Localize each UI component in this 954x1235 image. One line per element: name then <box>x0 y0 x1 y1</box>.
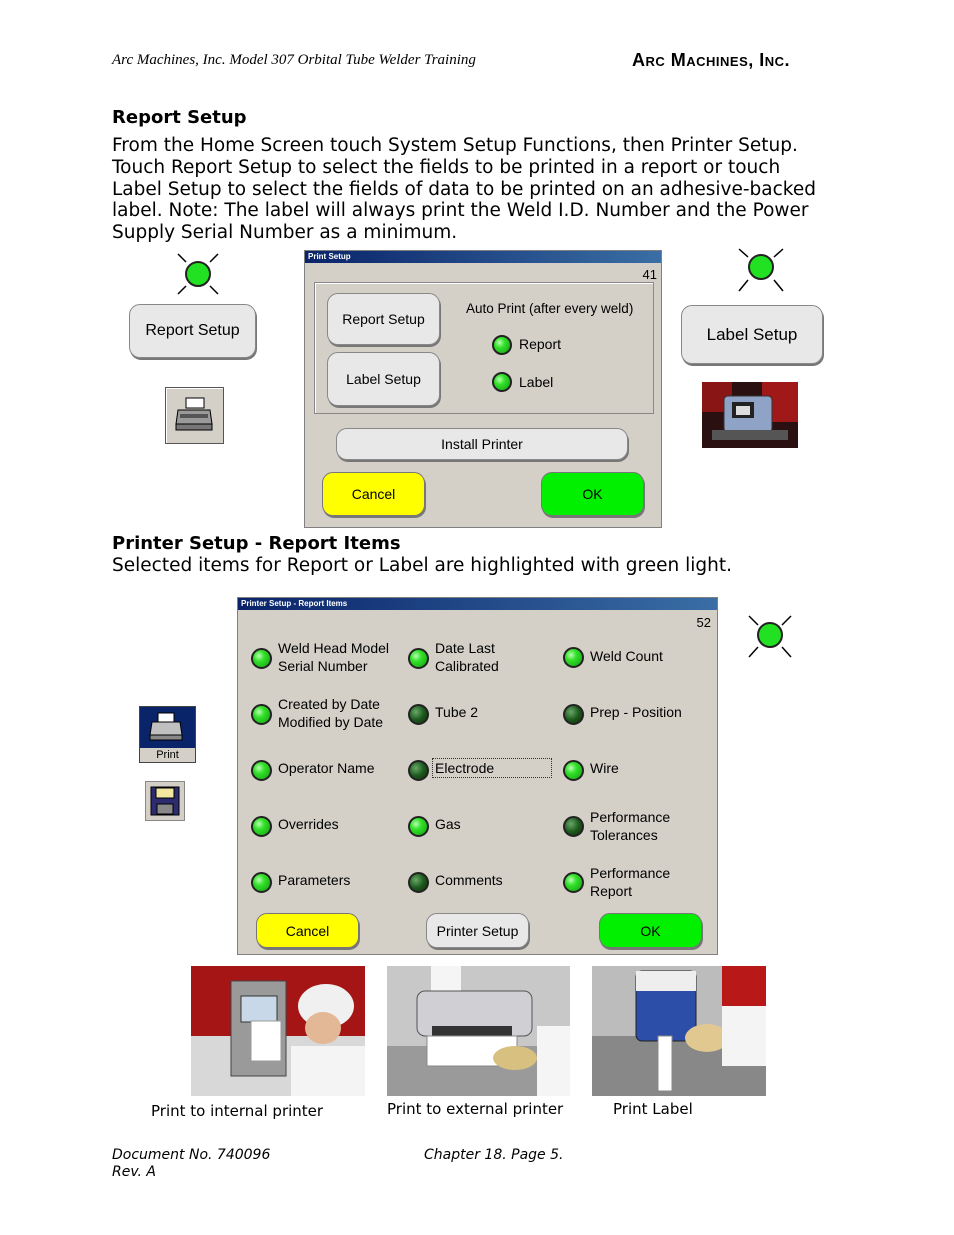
report-item-label-focused: Electrode <box>432 758 552 778</box>
footer-chapter: Chapter 18. Page 5. <box>424 1147 564 1163</box>
dialog-title: Print Setup <box>305 251 661 263</box>
print-setup-dialog <box>304 250 662 528</box>
label-option-label: Label <box>519 374 554 390</box>
item-light[interactable] <box>251 704 272 725</box>
item-light[interactable] <box>563 872 584 893</box>
indicator-light-icon <box>737 247 785 295</box>
report-item-label: Wire <box>590 760 619 776</box>
screen-number: 52 <box>696 615 711 630</box>
report-option-label: Report <box>519 336 562 352</box>
report-item-label: Performance Report <box>590 865 671 899</box>
item-light[interactable] <box>251 648 272 669</box>
doc-number: Document No. 740096 <box>112 1147 271 1163</box>
document-header-title: Arc Machines, Inc. Model 307 Orbital Tube Welder Training <box>112 52 476 68</box>
item-light[interactable] <box>563 760 584 781</box>
ok-button[interactable]: OK <box>599 913 702 948</box>
item-light[interactable] <box>408 704 429 725</box>
report-item-label: Performance Tolerances <box>590 809 671 843</box>
item-light[interactable] <box>563 647 584 668</box>
report-item-label: Weld Head Model Serial Number <box>278 640 390 674</box>
print-icon <box>140 707 195 747</box>
ok-button[interactable]: OK <box>541 472 644 516</box>
report-item-label: Operator Name <box>278 760 375 776</box>
cancel-button[interactable]: Cancel <box>256 913 359 948</box>
caption-external: Print to external printer <box>387 1100 564 1118</box>
item-light[interactable] <box>408 760 429 781</box>
screen-number: 41 <box>642 267 657 282</box>
printer-setup-button[interactable]: Printer Setup <box>426 913 529 948</box>
intro-paragraph <box>112 135 842 244</box>
report-item-label: Created by Date Modified by Date <box>278 696 384 730</box>
save-icon[interactable] <box>145 781 185 821</box>
item-light[interactable] <box>408 872 429 893</box>
report-item-label: Prep - Position <box>590 704 682 720</box>
auto-print-label: Auto Print (after every weld) <box>466 301 634 316</box>
internal-printer-photo <box>191 966 365 1096</box>
report-setup-button[interactable]: Report Setup <box>129 304 256 358</box>
label-toggle-light[interactable] <box>492 372 512 392</box>
label-setup-button[interactable]: Label Setup <box>681 305 823 364</box>
item-light[interactable] <box>563 704 584 725</box>
paragraph-line: From the Home Screen touch System Setup Functions, then Printer Setup. <box>112 135 798 156</box>
report-item-label: Parameters <box>278 872 351 888</box>
label-setup-dialog-button[interactable]: Label Setup <box>327 352 440 406</box>
report-item-label: Tube 2 <box>435 704 479 720</box>
caption-label: Print Label <box>613 1100 693 1118</box>
report-item-label: Weld Count <box>590 648 663 664</box>
print-shortcut[interactable] <box>139 706 196 763</box>
report-setup-dialog-button[interactable]: Report Setup <box>327 293 440 345</box>
indicator-light-icon <box>174 250 222 298</box>
section2-text: Selected items for Report or Label are highlighted with green light. <box>112 555 732 576</box>
item-light[interactable] <box>408 648 429 669</box>
external-printer-photo <box>387 966 570 1096</box>
report-setup-heading: Report Setup <box>112 107 247 128</box>
install-printer-button[interactable]: Install Printer <box>336 428 628 460</box>
printer-setup-heading: Printer Setup - Report Items <box>112 533 401 554</box>
paragraph-line: Touch Report Setup to select the fields to be printed in a report or touch <box>112 156 781 178</box>
report-items-dialog <box>237 597 718 955</box>
report-item-label: Date Last Calibrated <box>435 640 499 674</box>
footer-doc <box>112 1147 270 1181</box>
paragraph-line: Label Setup to select the fields of data to be printed on an adhesive-backed <box>112 178 816 200</box>
indicator-light-icon <box>747 613 793 659</box>
item-light[interactable] <box>563 816 584 837</box>
paragraph-line: label. Note: The label will always print the Weld I.D. Number and the Power <box>112 200 809 222</box>
report-item-label: Comments <box>435 872 503 888</box>
cancel-button[interactable]: Cancel <box>322 472 425 516</box>
label-printer-usage-photo <box>592 966 766 1096</box>
caption-internal: Print to internal printer <box>151 1102 324 1120</box>
printer-icon[interactable] <box>165 387 224 444</box>
label-printer-photo <box>702 382 798 448</box>
item-light[interactable] <box>251 816 272 837</box>
brand-logo-text: Arc Machines, Inc. <box>632 50 791 70</box>
report-item-label: Overrides <box>278 816 339 832</box>
report-toggle-light[interactable] <box>492 335 512 355</box>
print-icon-label: Print <box>140 748 195 762</box>
paragraph-line: Supply Serial Number as a minimum. <box>112 222 458 244</box>
dialog-title: Printer Setup - Report Items <box>238 598 717 610</box>
item-light[interactable] <box>251 760 272 781</box>
revision: Rev. A <box>112 1164 156 1180</box>
item-light[interactable] <box>251 872 272 893</box>
report-item-label: Gas <box>435 816 461 832</box>
item-light[interactable] <box>408 816 429 837</box>
